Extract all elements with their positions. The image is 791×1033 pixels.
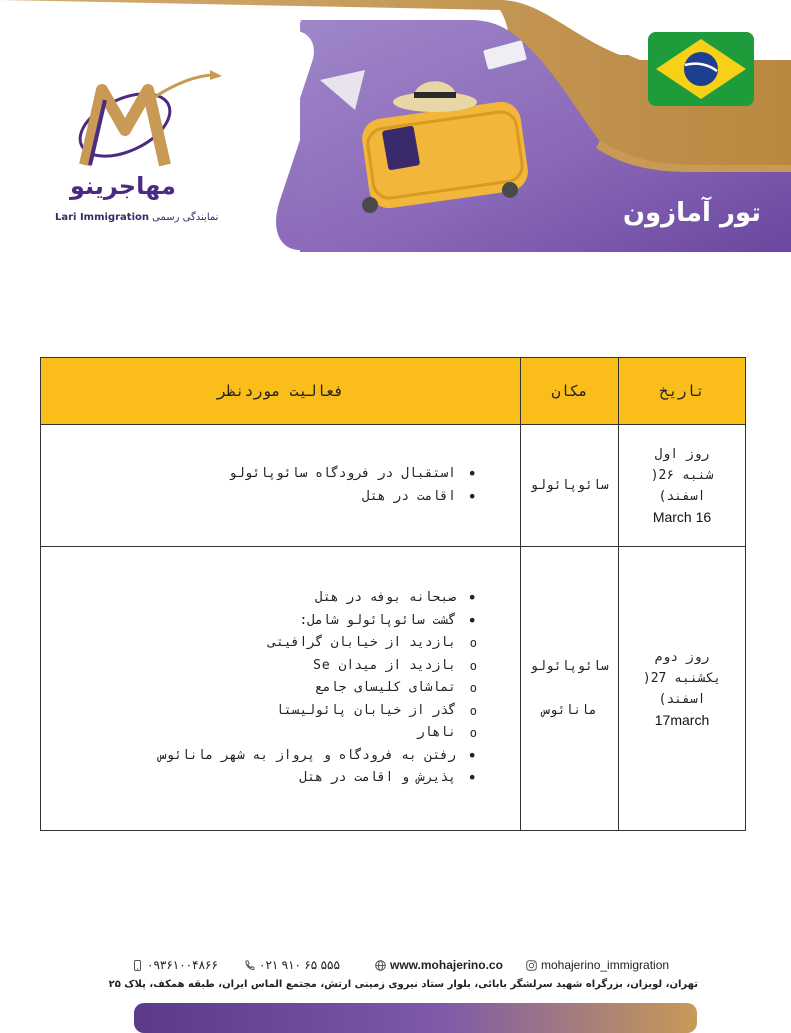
tour-schedule-table bbox=[40, 357, 746, 831]
footer-contacts bbox=[132, 958, 698, 976]
mobile-number: ۰۹۳۶۱۰۰۴۸۶۶ bbox=[147, 958, 218, 972]
header-date: تاریخ bbox=[619, 358, 746, 425]
header-place: مکان bbox=[521, 358, 619, 425]
header-activity: فعالیت موردنظر bbox=[41, 358, 521, 425]
place-cell bbox=[521, 425, 619, 547]
table-row bbox=[41, 547, 746, 831]
activity-list bbox=[49, 587, 478, 790]
table-row bbox=[41, 425, 746, 547]
activity-item: • صبحانه بوفه در هتل bbox=[49, 587, 478, 610]
date-english: 16 March bbox=[652, 508, 712, 525]
page-title: تور آمازون bbox=[622, 198, 761, 228]
brand-name: مهاجرینو bbox=[70, 172, 176, 200]
activity-item: • اقامت در هتل bbox=[49, 486, 478, 509]
activity-item: • استقبال در فرودگاه سائوپائولو bbox=[49, 463, 478, 486]
date-cell bbox=[619, 547, 746, 831]
footer-bar bbox=[134, 1003, 697, 1033]
table-header-row bbox=[41, 358, 746, 425]
footer-mobile bbox=[132, 958, 218, 972]
ticket-icon bbox=[483, 40, 527, 70]
instagram-handle[interactable]: mohajerino_immigration bbox=[541, 958, 670, 972]
brazil-flag-icon bbox=[648, 32, 754, 106]
phone-icon bbox=[244, 960, 255, 971]
activity-subitem: o گذر از خیابان پائولیستا bbox=[49, 700, 478, 723]
date-cell bbox=[619, 425, 746, 547]
footer-address: تهران، لویزان، بزرگراه شهید سرلشگر بابائی، بلوار ستاد نیروی زمینی ارتش، مجتمع الماس ایران، طبقه همکف، پلاک ۲۵ bbox=[108, 979, 698, 990]
activity-item: • رفتن به فرودگاه و پرواز به شهر مانائوس bbox=[49, 745, 478, 768]
brand-logo bbox=[50, 70, 240, 230]
passport-icon bbox=[382, 126, 420, 171]
paper-plane-icon bbox=[320, 70, 365, 110]
mobile-phone-icon bbox=[132, 960, 143, 971]
activity-cell bbox=[41, 547, 521, 831]
footer-phone bbox=[244, 958, 340, 972]
place-cell bbox=[521, 547, 619, 831]
place-line: سائوپائولو bbox=[530, 658, 609, 674]
place-line: سائوپائولو bbox=[530, 477, 609, 493]
date-line: اسفند) bbox=[658, 488, 706, 504]
date-line: روز دوم bbox=[654, 649, 710, 665]
date-line: روز اول bbox=[654, 446, 710, 462]
activity-cell bbox=[41, 425, 521, 547]
activity-subitem: o تماشای کلیسای جامع bbox=[49, 677, 478, 700]
brand-subtitle-fa: نمایندگی رسمی bbox=[152, 212, 219, 223]
date-line: اسفند) bbox=[658, 691, 706, 707]
phone-number: ۰۲۱ ۹۱۰ ۶۵ ۵۵۵ bbox=[259, 958, 340, 972]
footer-instagram[interactable] bbox=[526, 958, 669, 972]
brand-subtitle-en: Lari Immigration bbox=[55, 212, 149, 223]
brand-subtitle bbox=[55, 212, 218, 223]
place-line: مانائوس bbox=[542, 702, 597, 718]
header-banner bbox=[0, 0, 791, 260]
date-line: یکشنبه 27( bbox=[642, 670, 722, 686]
activity-subitem: o بازدید از خیابان گرافیتی bbox=[49, 632, 478, 655]
activity-item: • گشت سائوپائولو شامل: bbox=[49, 610, 478, 633]
website-link[interactable]: www.mohajerino.co bbox=[390, 958, 503, 972]
suitcase-illustration bbox=[310, 40, 540, 230]
date-english: 17march bbox=[654, 711, 710, 728]
date-line: شنبه 2۶( bbox=[650, 467, 714, 483]
airplane-icon bbox=[210, 70, 222, 80]
activity-subitem: o ناهار bbox=[49, 722, 478, 745]
activity-list bbox=[49, 463, 478, 508]
footer-website[interactable] bbox=[375, 958, 503, 972]
instagram-icon bbox=[526, 960, 537, 971]
activity-item: • پذیرش و اقامت در هتل bbox=[49, 767, 478, 790]
globe-icon bbox=[375, 960, 386, 971]
activity-subitem: o بازدید از میدان Se bbox=[49, 655, 478, 678]
